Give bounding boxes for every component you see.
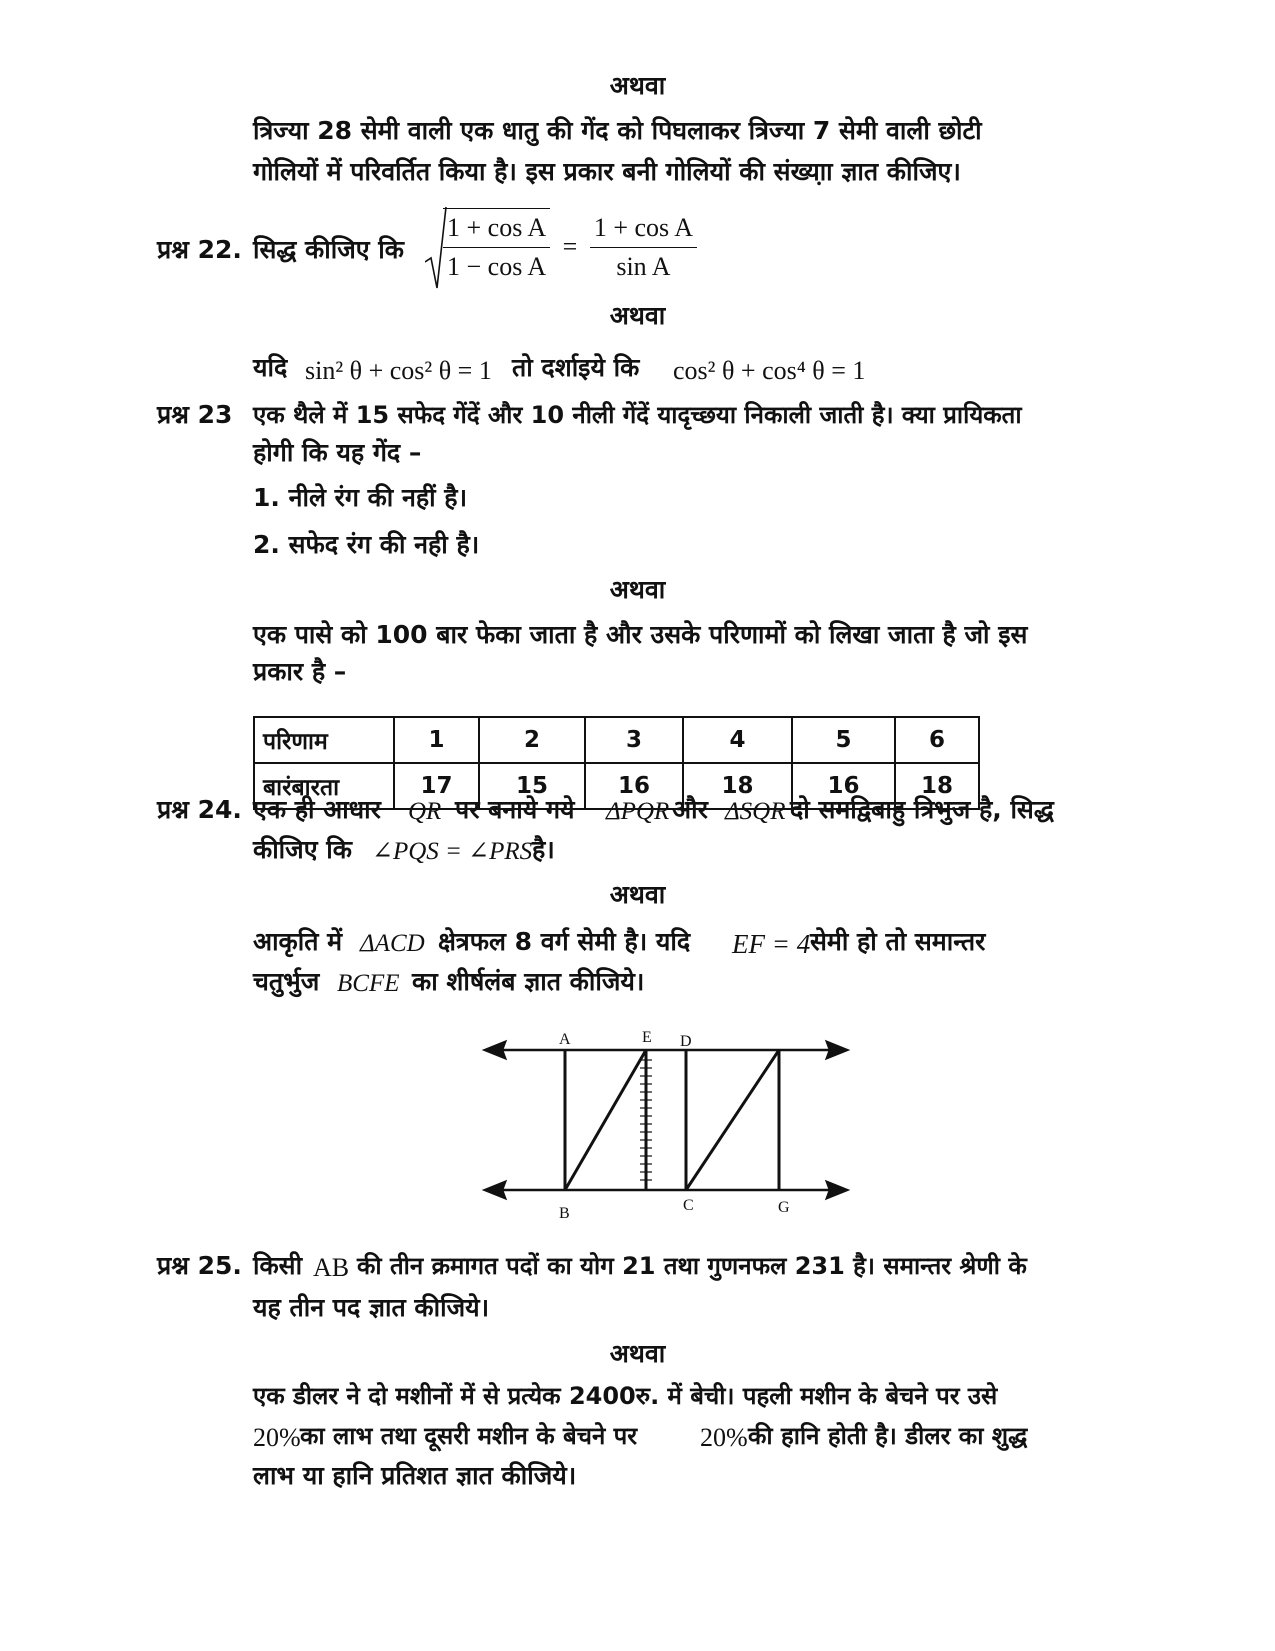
q24-or-l2-a: चतुर्भुज	[253, 967, 320, 996]
table-cell: 2	[479, 717, 585, 763]
q22-or-pre: यदि	[253, 353, 288, 382]
q24-label: प्रश्न 24.	[157, 795, 242, 824]
sqrt-expression	[425, 208, 550, 286]
q21-or-line1: त्रिज्या 28 सेमी वाली एक धातु की गेंद को पिघलाकर त्रिज्या 7 सेमी वाली छोटी	[253, 116, 982, 145]
q21-or-line2: गोलियों में परिवर्तित किया है। इस प्रकार बनी गोलियों की संख्या़ा ज्ञात कीजिए।	[253, 157, 961, 186]
q24-l2-b: है।	[532, 835, 555, 864]
q24-or-l1-c: सेमी हो तो समान्तर	[810, 927, 986, 956]
segment-CH	[686, 1050, 779, 1190]
label-E: E	[642, 1029, 652, 1046]
q25-pct2: 20%	[700, 1423, 748, 1452]
q25-or-line1: एक डीलर ने दो मशीनों में से प्रत्येक 2400रु. में बेची। पहली मशीन के बेचने पर उसे	[253, 1382, 998, 1410]
q24-or-l2-b: का शीर्षलंब ज्ञात कीजिये।	[412, 967, 645, 996]
q24-or-l1-b: क्षेत्रफल 8 वर्ग सेमी है। यदि	[438, 927, 691, 956]
label-B: B	[559, 1205, 570, 1222]
right-arrow-icon	[827, 1182, 847, 1198]
table-cell: 6	[895, 717, 979, 763]
q24-l2-a: कीजिए कि	[253, 835, 352, 864]
q25-line1-a: किसी	[253, 1251, 303, 1280]
parallel-lines-figure	[470, 1020, 870, 1230]
table-row	[254, 717, 979, 763]
q25-line2: यह तीन पद ज्ञात कीजिये।	[253, 1293, 490, 1322]
q25-label: प्रश्न 25.	[157, 1251, 242, 1280]
left-arrow-icon	[485, 1042, 505, 1058]
q22-label: प्रश्न 22.	[157, 235, 242, 264]
table-cell: बारंबारता	[254, 763, 394, 809]
label-C: C	[683, 1197, 694, 1214]
table-cell: 17	[394, 763, 479, 809]
table-cell: 16	[792, 763, 895, 809]
table-cell: 3	[585, 717, 683, 763]
q23-line2: होगी कि यह गेंद –	[253, 438, 422, 467]
q24-or-l1-a: आकृति में	[253, 927, 343, 956]
q25-line1-b: की तीन क्रमागत पदों का योग 21 तथा गुणनफल 231 है। समान्तर श्रेणी के	[357, 1252, 1027, 1280]
q24-l1-d: दो समद्विबाहु त्रिभुज है, सिद्ध	[790, 795, 1054, 824]
label-A: A	[559, 1031, 571, 1048]
or-heading: अथवा	[609, 301, 666, 330]
q25-or-line3: लाभ या हानि प्रतिशत ज्ञात कीजिये।	[253, 1461, 577, 1490]
or-heading: अथवा	[609, 71, 666, 100]
q25-pct1: 20%	[253, 1423, 301, 1452]
q23-item2: 2. सफेद रंग की नही है।	[253, 530, 480, 559]
table-cell: 18	[895, 763, 979, 809]
right-arrow-icon	[827, 1042, 847, 1058]
q22-or-mid: तो दर्शाइये कि	[512, 353, 640, 382]
q23-or-line2: प्रकार है –	[253, 657, 347, 686]
left-arrow-icon	[485, 1182, 505, 1198]
q24-acd: ΔACD	[360, 930, 425, 957]
q24-bcfe: BCFE	[337, 970, 400, 997]
q24-l1-c: और	[672, 795, 708, 824]
or-heading: अथवा	[609, 575, 666, 604]
q22-formula	[425, 208, 697, 286]
q23-or-line1: एक पासे को 100 बार फेका जाता है और उसके परिणामों को लिखा जाता है जो इस	[253, 620, 1028, 649]
q23-line1: एक थैले में 15 सफेद गेंदें और 10 नीली गेंदें यादृच्छया निकाली जाती है। क्या प्रायिकता	[253, 401, 1022, 429]
q25-ab: AB	[313, 1253, 350, 1282]
q24-pqr: ΔPQR	[606, 798, 670, 825]
or-heading: अथवा	[609, 1339, 666, 1368]
table-cell: 1	[394, 717, 479, 763]
q24-l1-b: पर बनाये गये	[455, 795, 575, 824]
q22-or-show: cos² θ + cos⁴ θ = 1	[673, 356, 866, 385]
table-cell: 5	[792, 717, 895, 763]
q22-or-given: sin² θ + cos² θ = 1	[305, 356, 492, 385]
q24-angle-eq: ∠PQS = ∠PRS	[372, 838, 533, 865]
q23-label: प्रश्न 23	[157, 400, 233, 429]
q24-ef: EF = 4	[732, 929, 811, 959]
equals-sign: =	[562, 232, 578, 261]
sqrt-denominator: 1 − cos A	[447, 252, 547, 281]
q25-or-line2-a: का लाभ तथा दूसरी मशीन के बेचने पर	[300, 1422, 638, 1450]
table-cell: 15	[479, 763, 585, 809]
segment-BE	[565, 1050, 646, 1190]
q23-item1: 1. नीले रंग की नहीं है।	[253, 483, 468, 512]
q25-or-line2-b: की हानि होती है। डीलर का शुद्ध	[748, 1422, 1028, 1450]
q24-l1-a: एक ही आधार	[253, 795, 381, 824]
label-G: G	[778, 1199, 790, 1216]
label-D: D	[680, 1033, 692, 1050]
or-heading: अथवा	[609, 880, 666, 909]
table-cell: 18	[683, 763, 792, 809]
table-cell: परिणाम	[254, 717, 394, 763]
sqrt-numerator: 1 + cos A	[443, 209, 550, 248]
rhs-denominator: sin A	[616, 251, 671, 281]
table-cell: 4	[683, 717, 792, 763]
rhs-numerator: 1 + cos A	[590, 209, 697, 248]
q24-qr: QR	[408, 798, 442, 825]
q24-sqr: ΔSQR	[725, 798, 786, 825]
sqrt-sign	[425, 206, 447, 290]
table-cell: 16	[585, 763, 683, 809]
q22-text: सिद्ध कीजिए कि	[253, 235, 404, 264]
